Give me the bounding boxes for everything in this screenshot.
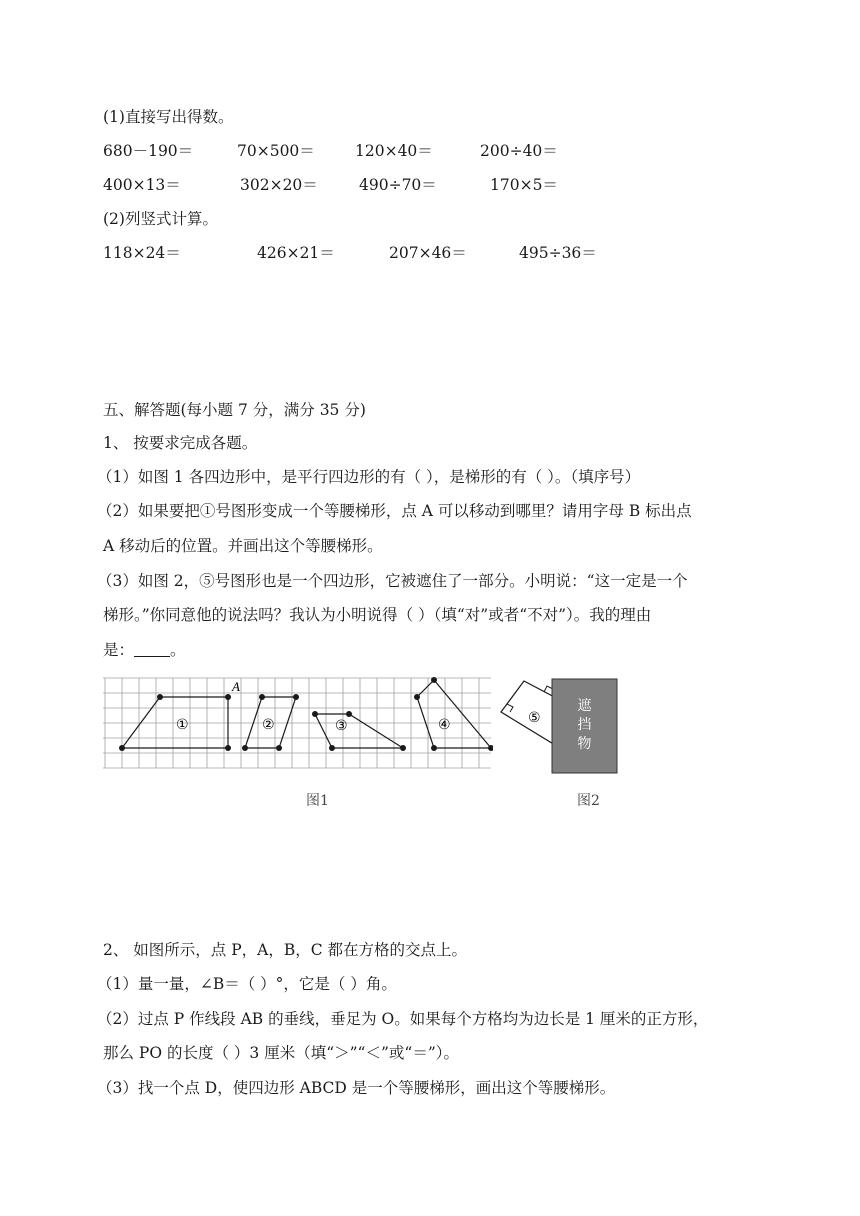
q1-line-1: （1）如图 1 各四边形中，是平行四边形的有（ ），是梯形的有（ ）。（填序号） xyxy=(97,468,641,486)
q2-line-2a: （2）过点 P 作线段 AB 的垂线，垂足为 O。如果每个方格均为边长是 1 厘米的正方形， xyxy=(97,1010,709,1028)
sub2-title: (2)列竖式计算。 xyxy=(103,210,218,228)
cover-text-1: 遮 xyxy=(577,698,592,714)
calc-item: 490÷70＝ xyxy=(359,176,437,194)
q1-line-3c-text: 是： xyxy=(103,641,135,659)
shape-5-label: ⑤ xyxy=(528,710,541,726)
q2-head: 2、 如图所示，点 P，A，B，C 都在方格的交点上。 xyxy=(103,941,468,959)
shape-4-label: ④ xyxy=(438,717,451,733)
cover-text-3: 物 xyxy=(577,736,592,752)
shape-1-quadrilateral xyxy=(122,697,228,748)
calc-item: 302×20＝ xyxy=(240,176,318,194)
calc-item: 400×13＝ xyxy=(103,176,181,194)
shape-1-vertices xyxy=(119,694,231,751)
section-title: 五、解答题(每小题 7 分，满分 35 分) xyxy=(103,401,366,419)
right-angle-mark xyxy=(507,704,513,712)
grid-lines xyxy=(103,678,491,768)
answer-blank[interactable] xyxy=(134,640,170,657)
shape-3-label: ③ xyxy=(335,718,348,734)
q1-line-3b: 梯形。”你同意他的说法吗？我认为小明说得（ ）（填“对”或者“不对”）。我的理由 xyxy=(103,606,652,624)
calc-item: 70×500＝ xyxy=(237,142,315,160)
calc-item: 495÷36＝ xyxy=(519,244,597,262)
calc-item: 426×21＝ xyxy=(257,244,335,262)
calc-item: 170×5＝ xyxy=(490,176,558,194)
q1-line-2a: （2）如果要把①号图形变成一个等腰梯形，点 A 可以移动到哪里？请用字母 B 标出点 xyxy=(97,502,692,520)
figure-1-caption: 图1 xyxy=(306,793,329,809)
sub1-title: (1)直接写出得数。 xyxy=(103,108,234,126)
q1-line-3c: 是： 。 xyxy=(103,641,186,659)
calc-item: 207×46＝ xyxy=(389,244,467,262)
q1-head: 1、 按要求完成各题。 xyxy=(103,434,258,452)
q2-line-2b: 那么 PO 的长度（ ）3 厘米（填“＞”“＜”或“＝”）。 xyxy=(103,1044,460,1062)
q1-line-2b: A 移动后的位置。并画出这个等腰梯形。 xyxy=(103,537,383,555)
calc-item: 118×24＝ xyxy=(103,244,181,262)
calc-item: 200÷40＝ xyxy=(480,142,558,160)
cover-text-2: 挡 xyxy=(577,717,592,733)
q1-line-3a: （3）如图 2，⑤号图形也是一个四边形，它被遮住了一部分。小明说：“这一定是一个 xyxy=(97,572,688,590)
figure-1-grid xyxy=(103,676,493,771)
q2-line-3: （3）找一个点 D，使四边形 ABCD 是一个等腰梯形，画出这个等腰梯形。 xyxy=(97,1079,616,1097)
shape-1-label: ① xyxy=(176,717,189,733)
point-a-label: A xyxy=(232,679,240,694)
shape-2-label: ② xyxy=(262,717,275,733)
calc-item: 120×40＝ xyxy=(355,142,433,160)
figure-2 xyxy=(500,676,624,774)
q2-line-1: （1）量一量，∠B＝（ ）°，它是（ ）角。 xyxy=(97,975,397,993)
shape-3-quadrilateral xyxy=(315,714,403,748)
calc-item: 680－190＝ xyxy=(103,142,194,160)
figure-2-caption: 图2 xyxy=(577,793,600,809)
